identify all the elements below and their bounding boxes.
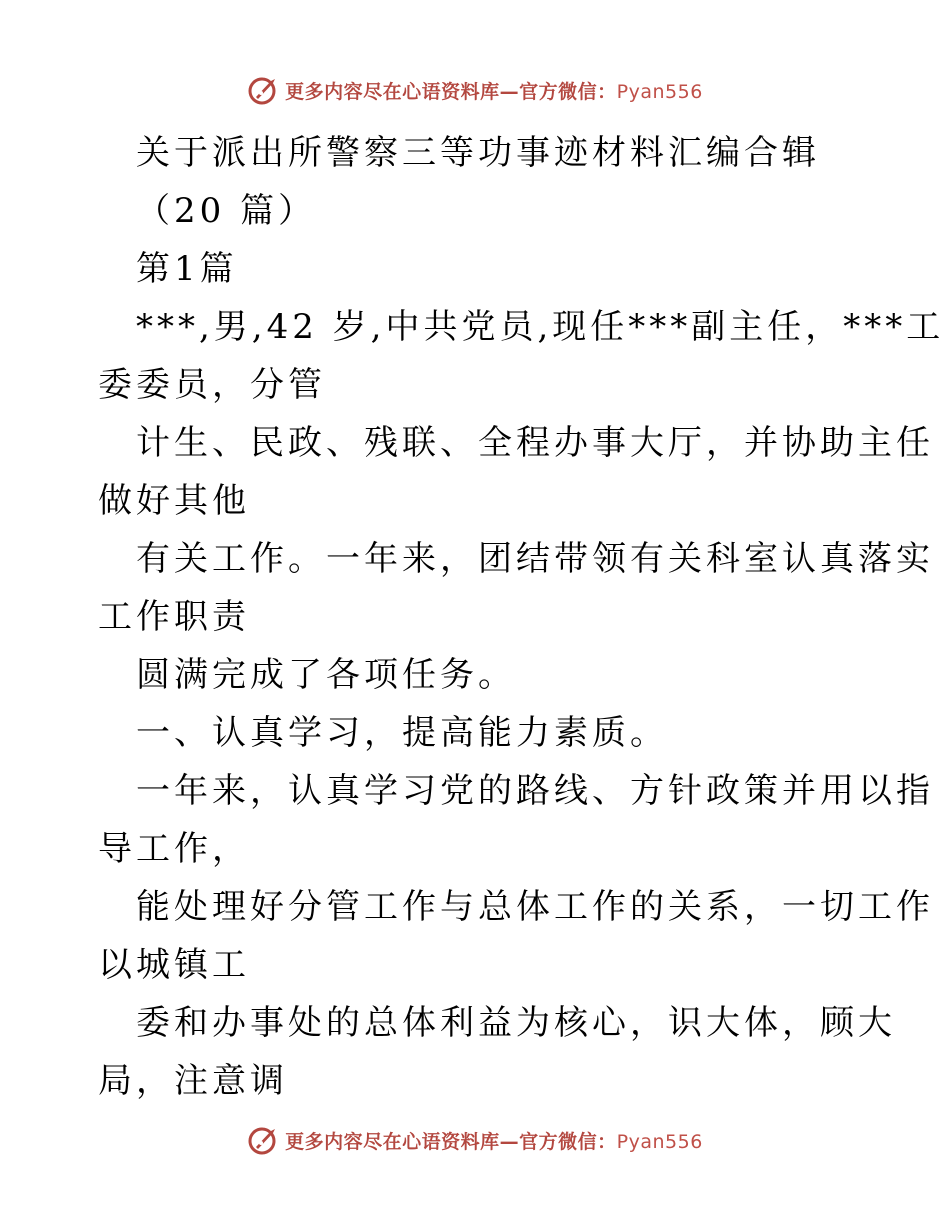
paragraph-line: 局，注意调	[98, 1061, 288, 1101]
subsection-heading: 一、认真学习，提高能力素质。	[136, 713, 668, 753]
paragraph-line: ***,男,42 岁,中共党员,现任***副主任，***工	[136, 307, 945, 347]
pen-logo-icon	[247, 1123, 281, 1157]
watermark-text: 更多内容尽在心语资料库—官方微信：Pyan556	[285, 80, 703, 103]
paragraph-line: 计生、民政、残联、全程办事大厅，并协助主任	[136, 423, 934, 463]
paragraph-line: 圆满完成了各项任务。	[136, 655, 516, 695]
watermark-text: 更多内容尽在心语资料库—官方微信：Pyan556	[285, 1130, 703, 1153]
paragraph-line: 导工作，	[98, 829, 250, 869]
section-heading: 第1篇	[136, 249, 238, 289]
paragraph-line: 做好其他	[98, 481, 250, 521]
watermark-footer	[0, 1120, 950, 1160]
paragraph-line: 工作职责	[98, 597, 250, 637]
watermark-header	[0, 70, 950, 110]
document-subtitle: （20 篇）	[136, 191, 317, 231]
paragraph-line: 一年来，认真学习党的路线、方针政策并用以指	[136, 771, 934, 811]
pen-logo-icon	[247, 73, 281, 107]
paragraph-line: 以城镇工	[98, 945, 250, 985]
paragraph-line: 委委员，分管	[98, 365, 326, 405]
paragraph-line: 有关工作。一年来，团结带领有关科室认真落实	[136, 539, 934, 579]
paragraph-line: 委和办事处的总体利益为核心，识大体，顾大	[136, 1003, 896, 1043]
document-title: 关于派出所警察三等功事迹材料汇编合辑	[136, 133, 820, 173]
document-body	[98, 124, 945, 1110]
paragraph-line: 能处理好分管工作与总体工作的关系，一切工作	[136, 887, 934, 927]
